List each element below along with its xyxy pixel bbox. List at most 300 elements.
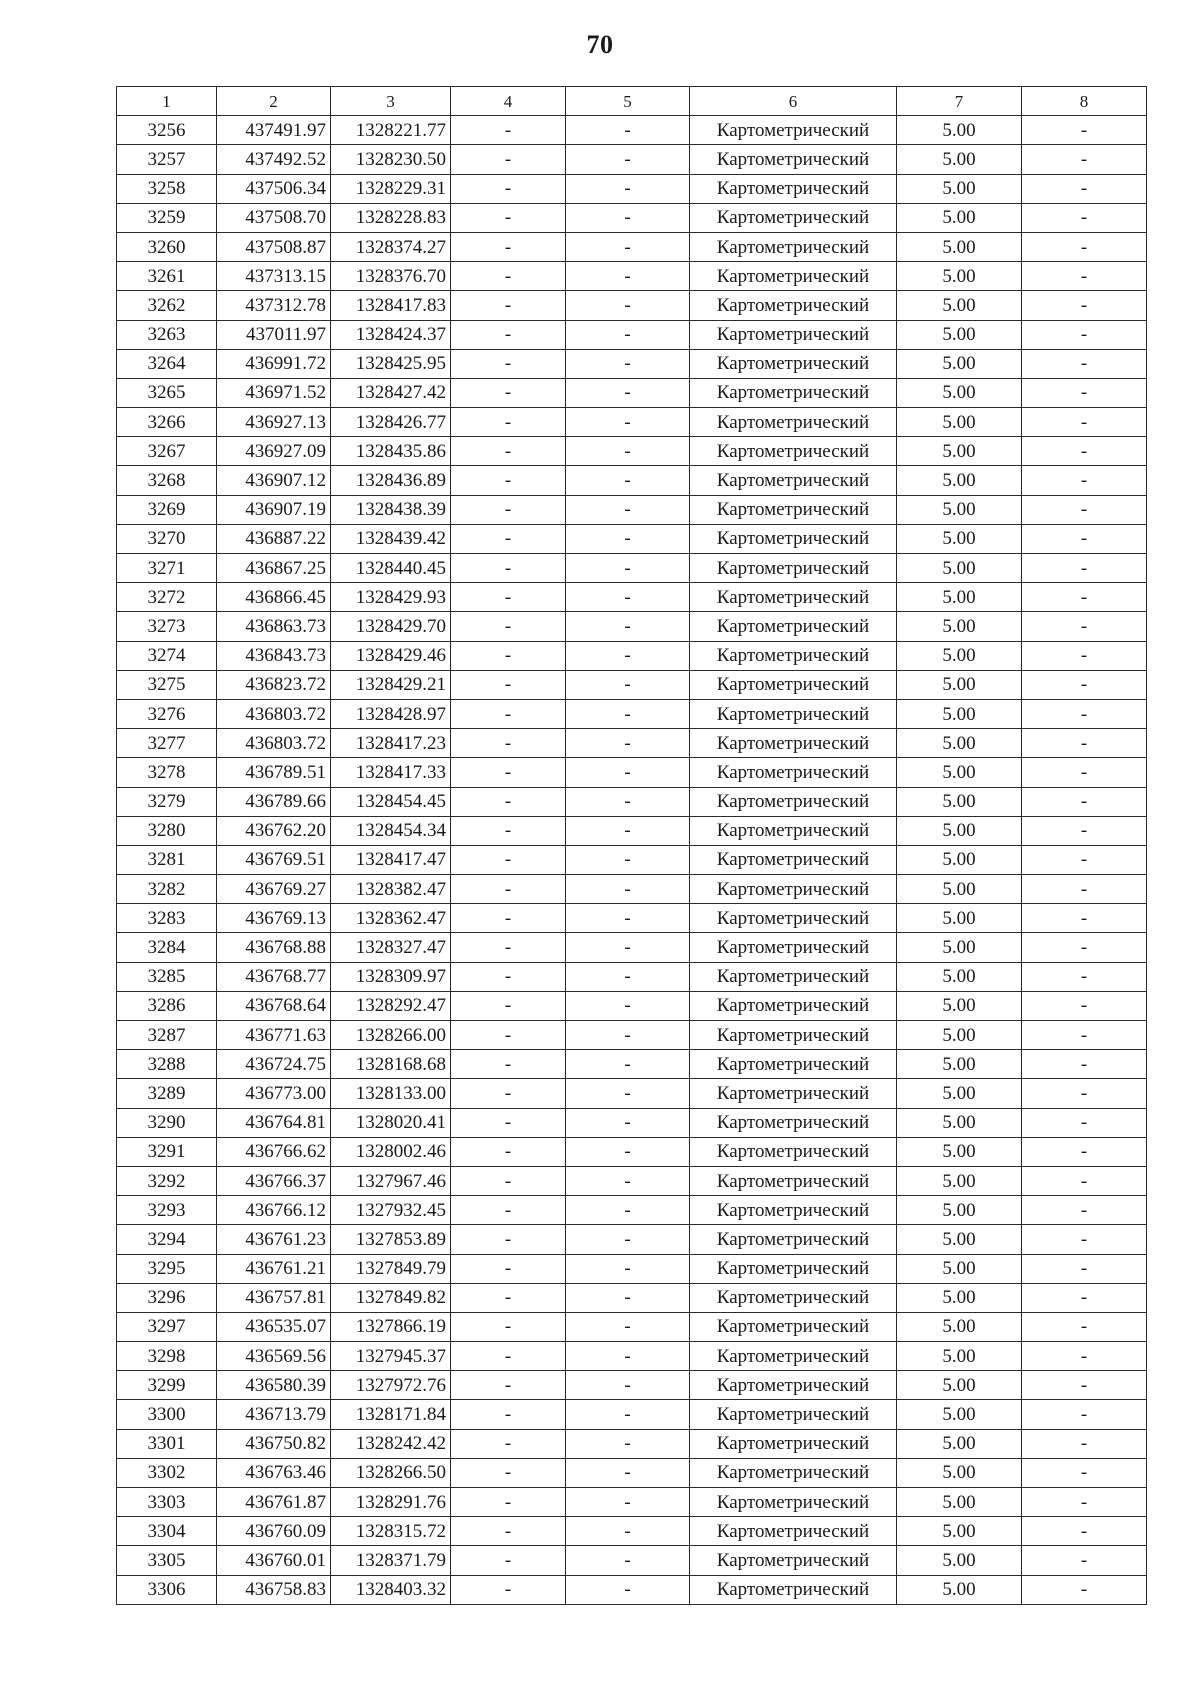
method-cell: Картометрический	[690, 1342, 897, 1371]
method-cell: Картометрический	[690, 378, 897, 407]
point-number-cell: 3279	[117, 787, 217, 816]
point-number-cell: 3299	[117, 1371, 217, 1400]
column-8-cell: -	[1022, 962, 1147, 991]
table-row	[117, 524, 1147, 553]
method-cell: Картометрический	[690, 1108, 897, 1137]
y-coordinate-cell: 1327849.79	[331, 1254, 451, 1283]
point-number-cell: 3280	[117, 816, 217, 845]
table-row	[117, 262, 1147, 291]
accuracy-cell: 5.00	[897, 1283, 1022, 1312]
point-number-cell: 3275	[117, 670, 217, 699]
column-5-cell: -	[566, 1283, 690, 1312]
column-8-cell: -	[1022, 1458, 1147, 1487]
page-number: 70	[586, 30, 614, 59]
method-cell: Картометрический	[690, 349, 897, 378]
y-coordinate-cell: 1328424.37	[331, 320, 451, 349]
column-4-cell: -	[451, 1254, 566, 1283]
table-row	[117, 933, 1147, 962]
y-coordinate-cell: 1327967.46	[331, 1166, 451, 1195]
accuracy-cell: 5.00	[897, 437, 1022, 466]
y-coordinate-cell: 1328427.42	[331, 378, 451, 407]
table-row	[117, 349, 1147, 378]
method-cell: Картометрический	[690, 1546, 897, 1575]
x-coordinate-cell: 436724.75	[217, 1050, 331, 1079]
method-cell: Картометрический	[690, 524, 897, 553]
point-number-cell: 3267	[117, 437, 217, 466]
x-coordinate-cell: 436713.79	[217, 1400, 331, 1429]
x-coordinate-cell: 436766.12	[217, 1196, 331, 1225]
method-cell: Картометрический	[690, 1283, 897, 1312]
column-5-cell: -	[566, 262, 690, 291]
x-coordinate-cell: 436789.66	[217, 787, 331, 816]
y-coordinate-cell: 1328436.89	[331, 466, 451, 495]
method-cell: Картометрический	[690, 758, 897, 787]
column-5-cell: -	[566, 145, 690, 174]
column-8-cell: -	[1022, 466, 1147, 495]
y-coordinate-cell: 1328425.95	[331, 349, 451, 378]
y-coordinate-cell: 1328309.97	[331, 962, 451, 991]
x-coordinate-cell: 436763.46	[217, 1458, 331, 1487]
column-8-cell: -	[1022, 1079, 1147, 1108]
column-4-cell: -	[451, 1400, 566, 1429]
column-4-cell: -	[451, 1371, 566, 1400]
column-5-cell: -	[566, 1225, 690, 1254]
accuracy-cell: 5.00	[897, 845, 1022, 874]
method-cell: Картометрический	[690, 612, 897, 641]
y-coordinate-cell: 1328435.86	[331, 437, 451, 466]
y-coordinate-cell: 1328438.39	[331, 495, 451, 524]
y-coordinate-cell: 1327972.76	[331, 1371, 451, 1400]
column-8-cell: -	[1022, 1546, 1147, 1575]
coordinates-table	[116, 86, 1147, 1605]
column-8-cell: -	[1022, 729, 1147, 758]
column-5-cell: -	[566, 524, 690, 553]
point-number-cell: 3294	[117, 1225, 217, 1254]
column-5-cell: -	[566, 203, 690, 232]
x-coordinate-cell: 436803.72	[217, 699, 331, 728]
point-number-cell: 3258	[117, 174, 217, 203]
x-coordinate-cell: 436760.01	[217, 1546, 331, 1575]
method-cell: Картометрический	[690, 583, 897, 612]
column-4-cell: -	[451, 991, 566, 1020]
x-coordinate-cell: 437508.70	[217, 203, 331, 232]
column-5-cell: -	[566, 904, 690, 933]
column-4-cell: -	[451, 495, 566, 524]
method-cell: Картометрический	[690, 262, 897, 291]
column-8-cell: -	[1022, 174, 1147, 203]
column-4-cell: -	[451, 670, 566, 699]
column-5-cell: -	[566, 729, 690, 758]
column-4-cell: -	[451, 437, 566, 466]
column-5-cell: -	[566, 787, 690, 816]
column-5-cell: -	[566, 699, 690, 728]
table-row	[117, 1137, 1147, 1166]
point-number-cell: 3270	[117, 524, 217, 553]
column-8-cell: -	[1022, 1400, 1147, 1429]
x-coordinate-cell: 436766.37	[217, 1166, 331, 1195]
column-4-cell: -	[451, 1079, 566, 1108]
column-8-cell: -	[1022, 583, 1147, 612]
column-5-cell: -	[566, 991, 690, 1020]
x-coordinate-cell: 436762.20	[217, 816, 331, 845]
column-8-cell: -	[1022, 1225, 1147, 1254]
column-4-cell: -	[451, 641, 566, 670]
method-cell: Картометрический	[690, 145, 897, 174]
y-coordinate-cell: 1327932.45	[331, 1196, 451, 1225]
accuracy-cell: 5.00	[897, 1517, 1022, 1546]
column-4-cell: -	[451, 262, 566, 291]
column-8-cell: -	[1022, 670, 1147, 699]
accuracy-cell: 5.00	[897, 1137, 1022, 1166]
method-cell: Картометрический	[690, 933, 897, 962]
accuracy-cell: 5.00	[897, 1021, 1022, 1050]
method-cell: Картометрический	[690, 1371, 897, 1400]
x-coordinate-cell: 436843.73	[217, 641, 331, 670]
table-row	[117, 1050, 1147, 1079]
method-cell: Картометрический	[690, 554, 897, 583]
column-4-cell: -	[451, 1050, 566, 1079]
x-coordinate-cell: 436758.83	[217, 1575, 331, 1604]
y-coordinate-cell: 1328376.70	[331, 262, 451, 291]
column-5-cell: -	[566, 1371, 690, 1400]
x-coordinate-cell: 436768.88	[217, 933, 331, 962]
point-number-cell: 3284	[117, 933, 217, 962]
column-8-cell: -	[1022, 1371, 1147, 1400]
x-coordinate-cell: 436769.27	[217, 875, 331, 904]
table-row	[117, 991, 1147, 1020]
y-coordinate-cell: 1327945.37	[331, 1342, 451, 1371]
column-8-cell: -	[1022, 232, 1147, 261]
method-cell: Картометрический	[690, 1575, 897, 1604]
table-row	[117, 699, 1147, 728]
x-coordinate-cell: 436867.25	[217, 554, 331, 583]
accuracy-cell: 5.00	[897, 232, 1022, 261]
table-row	[117, 1254, 1147, 1283]
column-5-cell: -	[566, 1196, 690, 1225]
point-number-cell: 3292	[117, 1166, 217, 1195]
column-8-cell: -	[1022, 524, 1147, 553]
point-number-cell: 3276	[117, 699, 217, 728]
table-row	[117, 729, 1147, 758]
method-cell: Картометрический	[690, 1050, 897, 1079]
column-8-cell: -	[1022, 991, 1147, 1020]
column-4-cell: -	[451, 962, 566, 991]
x-coordinate-cell: 436771.63	[217, 1021, 331, 1050]
table-row	[117, 612, 1147, 641]
column-8-cell: -	[1022, 1517, 1147, 1546]
accuracy-cell: 5.00	[897, 1225, 1022, 1254]
y-coordinate-cell: 1328327.47	[331, 933, 451, 962]
table-row	[117, 1575, 1147, 1604]
table-row	[117, 758, 1147, 787]
column-5-cell: -	[566, 466, 690, 495]
column-header: 6	[690, 87, 897, 116]
column-4-cell: -	[451, 320, 566, 349]
x-coordinate-cell: 436803.72	[217, 729, 331, 758]
table-row	[117, 875, 1147, 904]
column-8-cell: -	[1022, 291, 1147, 320]
x-coordinate-cell: 437312.78	[217, 291, 331, 320]
column-5-cell: -	[566, 116, 690, 145]
method-cell: Картометрический	[690, 320, 897, 349]
method-cell: Картометрический	[690, 1400, 897, 1429]
column-4-cell: -	[451, 875, 566, 904]
x-coordinate-cell: 437506.34	[217, 174, 331, 203]
y-coordinate-cell: 1328221.77	[331, 116, 451, 145]
y-coordinate-cell: 1328429.46	[331, 641, 451, 670]
point-number-cell: 3269	[117, 495, 217, 524]
column-8-cell: -	[1022, 612, 1147, 641]
point-number-cell: 3293	[117, 1196, 217, 1225]
column-5-cell: -	[566, 845, 690, 874]
accuracy-cell: 5.00	[897, 583, 1022, 612]
table-row	[117, 904, 1147, 933]
point-number-cell: 3278	[117, 758, 217, 787]
column-5-cell: -	[566, 349, 690, 378]
column-5-cell: -	[566, 1079, 690, 1108]
method-cell: Картометрический	[690, 1458, 897, 1487]
y-coordinate-cell: 1328228.83	[331, 203, 451, 232]
column-8-cell: -	[1022, 1575, 1147, 1604]
column-8-cell: -	[1022, 1283, 1147, 1312]
y-coordinate-cell: 1328171.84	[331, 1400, 451, 1429]
x-coordinate-cell: 437313.15	[217, 262, 331, 291]
column-8-cell: -	[1022, 495, 1147, 524]
x-coordinate-cell: 436569.56	[217, 1342, 331, 1371]
x-coordinate-cell: 436907.19	[217, 495, 331, 524]
method-cell: Картометрический	[690, 1166, 897, 1195]
column-4-cell: -	[451, 524, 566, 553]
table-row	[117, 232, 1147, 261]
accuracy-cell: 5.00	[897, 554, 1022, 583]
column-8-cell: -	[1022, 145, 1147, 174]
point-number-cell: 3282	[117, 875, 217, 904]
table-row	[117, 1225, 1147, 1254]
y-coordinate-cell: 1328374.27	[331, 232, 451, 261]
accuracy-cell: 5.00	[897, 145, 1022, 174]
column-4-cell: -	[451, 1488, 566, 1517]
column-4-cell: -	[451, 904, 566, 933]
method-cell: Картометрический	[690, 641, 897, 670]
table-body	[117, 116, 1147, 1605]
point-number-cell: 3268	[117, 466, 217, 495]
point-number-cell: 3306	[117, 1575, 217, 1604]
accuracy-cell: 5.00	[897, 1196, 1022, 1225]
point-number-cell: 3287	[117, 1021, 217, 1050]
method-cell: Картометрический	[690, 1429, 897, 1458]
column-5-cell: -	[566, 933, 690, 962]
x-coordinate-cell: 436750.82	[217, 1429, 331, 1458]
accuracy-cell: 5.00	[897, 1342, 1022, 1371]
y-coordinate-cell: 1328002.46	[331, 1137, 451, 1166]
column-header: 5	[566, 87, 690, 116]
point-number-cell: 3297	[117, 1312, 217, 1341]
column-8-cell: -	[1022, 1050, 1147, 1079]
method-cell: Картометрический	[690, 845, 897, 874]
x-coordinate-cell: 436760.09	[217, 1517, 331, 1546]
column-header: 4	[451, 87, 566, 116]
table-row	[117, 583, 1147, 612]
accuracy-cell: 5.00	[897, 291, 1022, 320]
y-coordinate-cell: 1328362.47	[331, 904, 451, 933]
table-row	[117, 1021, 1147, 1050]
point-number-cell: 3302	[117, 1458, 217, 1487]
x-coordinate-cell: 436866.45	[217, 583, 331, 612]
accuracy-cell: 5.00	[897, 1050, 1022, 1079]
column-8-cell: -	[1022, 1312, 1147, 1341]
column-5-cell: -	[566, 1312, 690, 1341]
table-row	[117, 1079, 1147, 1108]
method-cell: Картометрический	[690, 991, 897, 1020]
point-number-cell: 3262	[117, 291, 217, 320]
column-8-cell: -	[1022, 933, 1147, 962]
column-4-cell: -	[451, 378, 566, 407]
column-4-cell: -	[451, 1342, 566, 1371]
x-coordinate-cell: 436789.51	[217, 758, 331, 787]
column-5-cell: -	[566, 1488, 690, 1517]
column-4-cell: -	[451, 1021, 566, 1050]
point-number-cell: 3273	[117, 612, 217, 641]
column-5-cell: -	[566, 583, 690, 612]
accuracy-cell: 5.00	[897, 729, 1022, 758]
y-coordinate-cell: 1328403.32	[331, 1575, 451, 1604]
point-number-cell: 3263	[117, 320, 217, 349]
accuracy-cell: 5.00	[897, 787, 1022, 816]
x-coordinate-cell: 436927.13	[217, 408, 331, 437]
accuracy-cell: 5.00	[897, 1079, 1022, 1108]
table-row	[117, 1458, 1147, 1487]
x-coordinate-cell: 437491.97	[217, 116, 331, 145]
column-5-cell: -	[566, 1517, 690, 1546]
accuracy-cell: 5.00	[897, 466, 1022, 495]
point-number-cell: 3289	[117, 1079, 217, 1108]
y-coordinate-cell: 1328242.42	[331, 1429, 451, 1458]
method-cell: Картометрический	[690, 1079, 897, 1108]
column-5-cell: -	[566, 1458, 690, 1487]
method-cell: Картометрический	[690, 729, 897, 758]
column-5-cell: -	[566, 174, 690, 203]
x-coordinate-cell: 436773.00	[217, 1079, 331, 1108]
column-5-cell: -	[566, 1342, 690, 1371]
column-4-cell: -	[451, 1312, 566, 1341]
column-5-cell: -	[566, 1021, 690, 1050]
accuracy-cell: 5.00	[897, 349, 1022, 378]
accuracy-cell: 5.00	[897, 699, 1022, 728]
column-8-cell: -	[1022, 116, 1147, 145]
column-5-cell: -	[566, 1429, 690, 1458]
column-4-cell: -	[451, 145, 566, 174]
x-coordinate-cell: 436768.77	[217, 962, 331, 991]
column-header: 3	[331, 87, 451, 116]
table-row	[117, 378, 1147, 407]
point-number-cell: 3298	[117, 1342, 217, 1371]
table-row	[117, 116, 1147, 145]
table-row	[117, 670, 1147, 699]
table-row	[117, 1546, 1147, 1575]
method-cell: Картометрический	[690, 1225, 897, 1254]
point-number-cell: 3264	[117, 349, 217, 378]
accuracy-cell: 5.00	[897, 262, 1022, 291]
column-4-cell: -	[451, 1546, 566, 1575]
column-4-cell: -	[451, 816, 566, 845]
column-8-cell: -	[1022, 437, 1147, 466]
x-coordinate-cell: 436761.87	[217, 1488, 331, 1517]
column-8-cell: -	[1022, 203, 1147, 232]
column-5-cell: -	[566, 1254, 690, 1283]
method-cell: Картометрический	[690, 232, 897, 261]
column-4-cell: -	[451, 203, 566, 232]
point-number-cell: 3257	[117, 145, 217, 174]
column-5-cell: -	[566, 1050, 690, 1079]
column-4-cell: -	[451, 612, 566, 641]
method-cell: Картометрический	[690, 875, 897, 904]
table-row	[117, 816, 1147, 845]
accuracy-cell: 5.00	[897, 1546, 1022, 1575]
table-row	[117, 1371, 1147, 1400]
accuracy-cell: 5.00	[897, 641, 1022, 670]
column-5-cell: -	[566, 1166, 690, 1195]
point-number-cell: 3283	[117, 904, 217, 933]
method-cell: Картометрический	[690, 1488, 897, 1517]
point-number-cell: 3260	[117, 232, 217, 261]
column-4-cell: -	[451, 1283, 566, 1312]
x-coordinate-cell: 437508.87	[217, 232, 331, 261]
method-cell: Картометрический	[690, 116, 897, 145]
column-4-cell: -	[451, 232, 566, 261]
column-5-cell: -	[566, 437, 690, 466]
method-cell: Картометрический	[690, 1021, 897, 1050]
y-coordinate-cell: 1328426.77	[331, 408, 451, 437]
point-number-cell: 3272	[117, 583, 217, 612]
column-8-cell: -	[1022, 758, 1147, 787]
column-header: 7	[897, 87, 1022, 116]
column-5-cell: -	[566, 641, 690, 670]
point-number-cell: 3265	[117, 378, 217, 407]
column-8-cell: -	[1022, 1137, 1147, 1166]
column-8-cell: -	[1022, 816, 1147, 845]
y-coordinate-cell: 1328229.31	[331, 174, 451, 203]
column-4-cell: -	[451, 758, 566, 787]
x-coordinate-cell: 436887.22	[217, 524, 331, 553]
column-4-cell: -	[451, 1196, 566, 1225]
accuracy-cell: 5.00	[897, 320, 1022, 349]
x-coordinate-cell: 436757.81	[217, 1283, 331, 1312]
point-number-cell: 3266	[117, 408, 217, 437]
column-4-cell: -	[451, 349, 566, 378]
column-5-cell: -	[566, 320, 690, 349]
table-row	[117, 174, 1147, 203]
column-8-cell: -	[1022, 641, 1147, 670]
accuracy-cell: 5.00	[897, 408, 1022, 437]
column-4-cell: -	[451, 729, 566, 758]
column-8-cell: -	[1022, 699, 1147, 728]
method-cell: Картометрический	[690, 1517, 897, 1546]
column-4-cell: -	[451, 933, 566, 962]
column-5-cell: -	[566, 232, 690, 261]
accuracy-cell: 5.00	[897, 1400, 1022, 1429]
y-coordinate-cell: 1328371.79	[331, 1546, 451, 1575]
method-cell: Картометрический	[690, 495, 897, 524]
y-coordinate-cell: 1328266.00	[331, 1021, 451, 1050]
column-5-cell: -	[566, 816, 690, 845]
method-cell: Картометрический	[690, 437, 897, 466]
column-4-cell: -	[451, 1458, 566, 1487]
table-row	[117, 1517, 1147, 1546]
y-coordinate-cell: 1328429.70	[331, 612, 451, 641]
y-coordinate-cell: 1327849.82	[331, 1283, 451, 1312]
x-coordinate-cell: 436991.72	[217, 349, 331, 378]
accuracy-cell: 5.00	[897, 1488, 1022, 1517]
